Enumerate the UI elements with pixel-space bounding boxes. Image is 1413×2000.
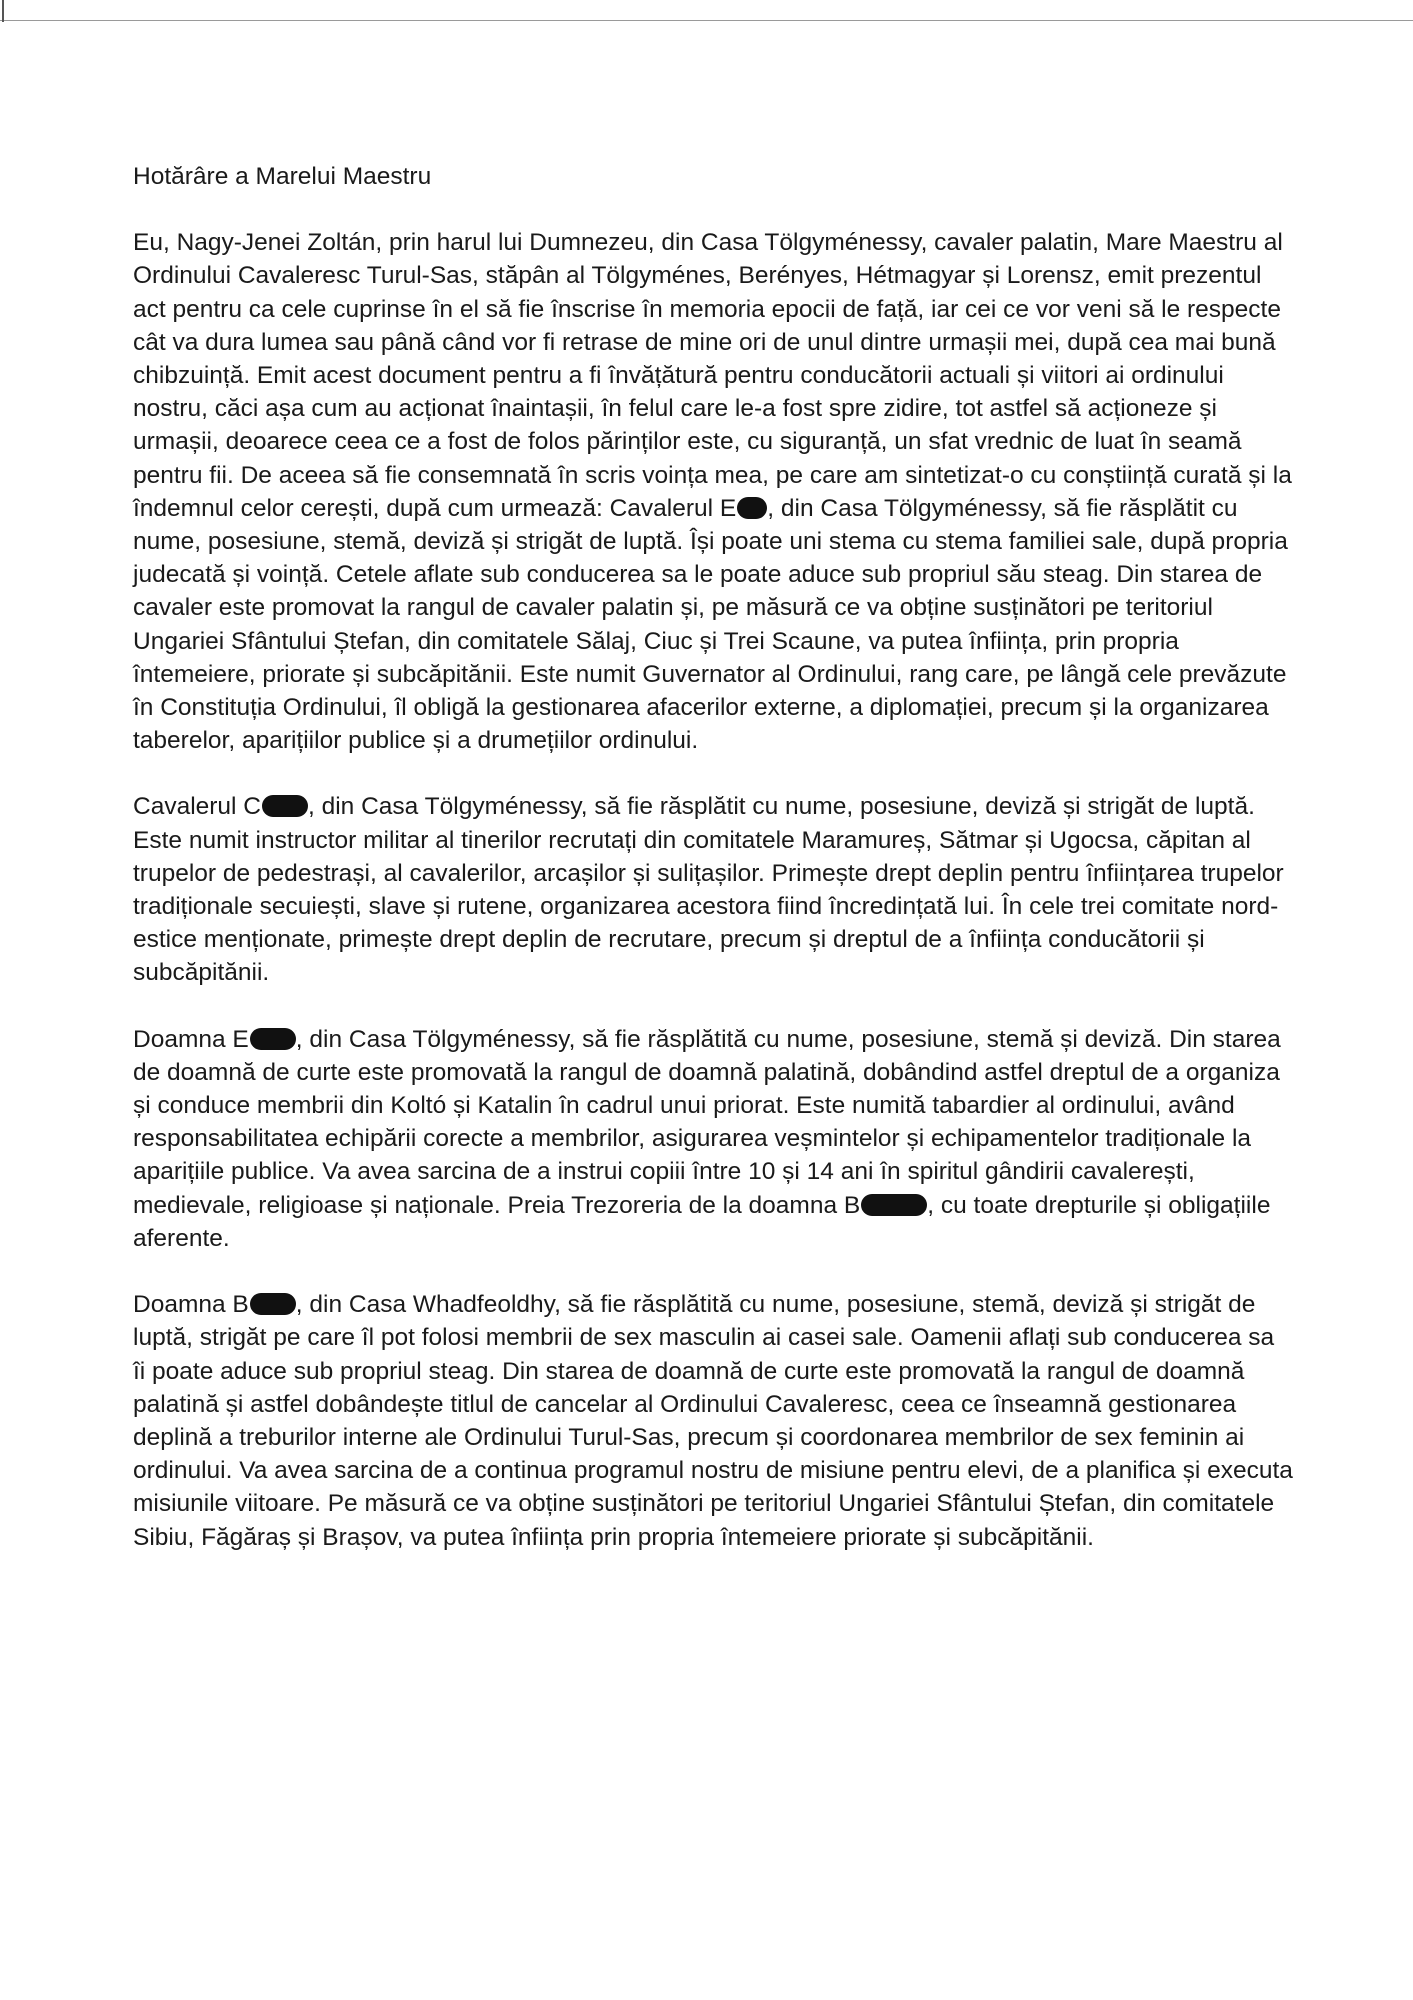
- redaction-mark: [250, 1028, 296, 1050]
- scan-top-edge-line: [0, 20, 1413, 21]
- paragraph-text: Doamna E: [133, 1025, 249, 1053]
- paragraph-knight-c: [133, 790, 1293, 989]
- paragraph-lady-b: [133, 1288, 1293, 1554]
- paragraph-text: , din Casa Tölgyménessy, să fie răsplătit cu nume, posesiune, deviză și strigăt de luptă. Este numit instructor militar al tinerilor recrutați din comitatele Maramureș, Sătmar și Ugocsa, căpitan al trupelor de pedestrași, al cavalerilor, arcașilor și sulițașilor. Primește drept deplin pentru înființarea trupelor tradiționale secuiești, slave și rutene, organizarea acestora fiind încredințată lui. În cele trei comitate nord-estice menționate, primește drept deplin de recrutare, precum și dreptul de a înființa conducătorii și subcăpitănii.: [133, 793, 1284, 987]
- document-title: Hotărâre a Marelui Maestru: [133, 163, 432, 190]
- paragraph-text: , cu toate drepturile și obligațiile aferente.: [133, 1191, 1271, 1252]
- scan-corner-mark: [2, 0, 4, 22]
- paragraph-text: Doamna B: [133, 1291, 249, 1319]
- paragraph-lady-e: [133, 1023, 1293, 1255]
- paragraph-text: , din Casa Tölgyménessy, să fie răsplătită cu nume, posesiune, stemă și deviză. Din starea de doamnă de curte este promovată la rangul de doamnă palatină, dobândind astfel dreptul de a organiza și conduce membrii din Koltó și Katalin în cadrul unui priorat. Este numită tabardier al ordinului, având responsabilitatea echipării corecte a membrilor, asigurarea veșmintelor și echipamentelor tradiționale la aparițiile publice. Va avea sarcina de a instrui copiii între 10 și 14 ani în spiritul gândirii cavalerești, medievale, religioase și naționale. Preia Trezoreria de la doamna B: [133, 1025, 1281, 1219]
- redaction-mark: [861, 1194, 927, 1216]
- paragraph-text: , din Casa Whadfeoldhy, să fie răsplătită cu nume, posesiune, stemă, deviză și strigăt de luptă, strigăt pe care îl pot folosi membrii de sex masculin ai casei sale. Oamenii aflați sub conducerea sa îi poate aduce sub propriul steag. Din starea de doamnă de curte este promovată la rangul de doamnă palatină și astfel dobândește titlul de cancelar al Ordinului Cavaleresc, ceea ce înseamnă gestionarea deplină a treburilor interne ale Ordinului Turul-Sas, precum și coordonarea membrilor de sex feminin ai ordinului. Va avea sarcina de a continua programul nostru de misiune pentru elevi, de a planifica și executa misiunile viitoare. Pe măsură ce va obține susținători pe teritoriul Ungariei Sfântului Ștefan, din comitatele Sibiu, Făgăraș și Brașov, va putea înființa prin propria întemeiere priorate și subcăpitănii.: [133, 1291, 1293, 1551]
- paragraph-decree-intro: [133, 226, 1293, 757]
- paragraph-text: Eu, Nagy-Jenei Zoltán, prin harul lui Dumnezeu, din Casa Tölgyménessy, cavaler palatin, Mare Maestru al Ordinului Cavaleresc Turul-Sas, stăpân al Tölgyménes, Berényes, Hétmagyar și Lorensz, emit prezentul act pentru ca cele cuprinse în el să fie înscrise în memoria epocii de față, iar cei ce vor veni să le respecte cât va dura lumea sau până când vor fi retrase de mine ori de unul dintre urmașii mei, după cea mai bună chibzuință. Emit acest document pentru a fi învățătură pentru conducătorii actuali și viitori ai ordinului nostru, căci așa cum au acționat înaintașii, în felul care le-a fost spre zidire, tot astfel să acționeze și urmașii, deoarece ceea ce a fost de folos părinților este, cu siguranță, un sfat vrednic de luat în seamă pentru fii. De aceea să fie consemnată în scris voința mea, pe care am sintetizat-o cu conștiință curată și la îndemnul celor cerești, după cum urmează: Cavalerul E: [133, 229, 1292, 522]
- redaction-mark: [250, 1293, 296, 1315]
- redaction-mark: [737, 497, 767, 519]
- paragraph-text: , din Casa Tölgyménessy, să fie răsplătit cu nume, posesiune, stemă, deviză și strigăt de luptă. Își poate uni stema cu stema familiei sale, după propria judecată și voință. Cetele aflate sub conducerea sa le poate aduce sub propriul său steag. Din starea de cavaler este promovat la rangul de cavaler palatin și, pe măsură ce va obține susținători pe teritoriul Ungariei Sfântului Ștefan, din comitatele Sălaj, Ciuc și Trei Scaune, va putea înființa, prin propria întemeiere, priorate și subcăpitănii. Este numit Guvernator al Ordinului, rang care, pe lângă cele prevăzute în Constituția Ordinului, îl obligă la gestionarea afacerilor externe, a diplomației, precum și la organizarea taberelor, aparițiilor publice și a drumețiilor ordinului.: [133, 494, 1288, 755]
- document-body: [133, 160, 1293, 1587]
- paragraph-text: Cavalerul C: [133, 793, 261, 821]
- redaction-mark: [262, 795, 308, 817]
